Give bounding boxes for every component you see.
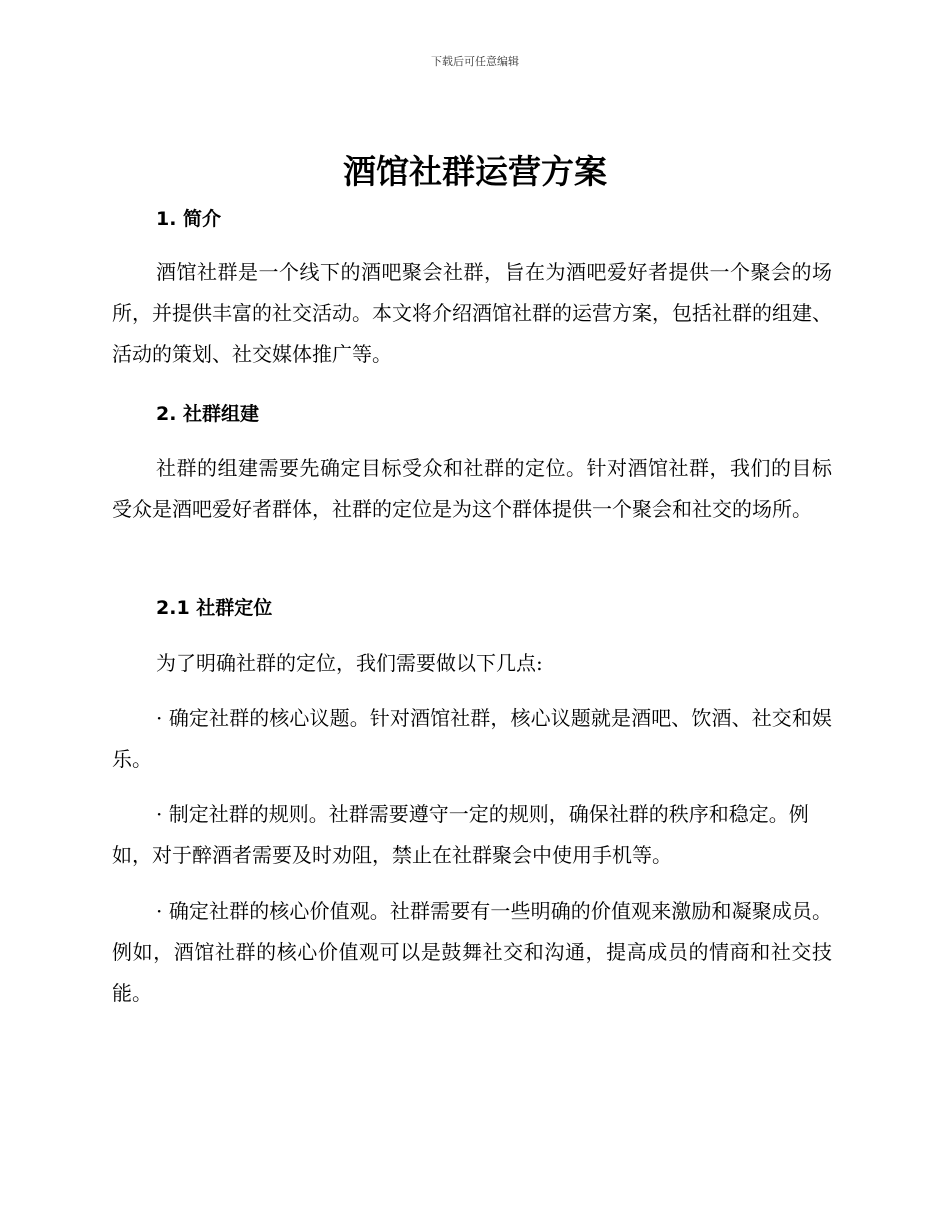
paragraph-intro: 酒馆社群是一个线下的酒吧聚会社群，旨在为酒吧爱好者提供一个聚会的场所，并提供丰富的社交活动。本文将介绍酒馆社群的运营方案，包括社群的组建、活动的策划、社交媒体推广等。: [112, 260, 832, 366]
section-heading-community-building: 2. 社群组建: [156, 403, 260, 425]
page-header-note: 下载后可任意编辑: [431, 55, 519, 68]
paragraph-positioning-intro: 为了明确社群的定位，我们需要做以下几点:: [156, 651, 543, 675]
bullet-community-rules: · 制定社群的规则。社群需要遵守一定的规则，确保社群的秩序和稳定。例如，对于醉酒者需要及时劝阻，禁止在社群聚会中使用手机等。: [112, 802, 809, 867]
section-heading-positioning: 2.1 社群定位: [156, 597, 273, 619]
paragraph-community-building: 社群的组建需要先确定目标受众和社群的定位。针对酒馆社群，我们的目标受众是酒吧爱好者群体，社群的定位是为这个群体提供一个聚会和社交的场所。: [112, 456, 832, 521]
section-heading-intro: 1. 简介: [156, 208, 222, 230]
bullet-core-values: · 确定社群的核心价值观。社群需要有一些明确的价值观来激励和凝聚成员。例如，酒馆社群的核心价值观可以是鼓舞社交和沟通，提高成员的情商和社交技能。: [112, 899, 832, 1005]
document-title: 酒馆社群运营方案: [343, 152, 607, 191]
bullet-core-topic: · 确定社群的核心议题。针对酒馆社群，核心议题就是酒吧、饮酒、社交和娱乐。: [112, 706, 832, 771]
